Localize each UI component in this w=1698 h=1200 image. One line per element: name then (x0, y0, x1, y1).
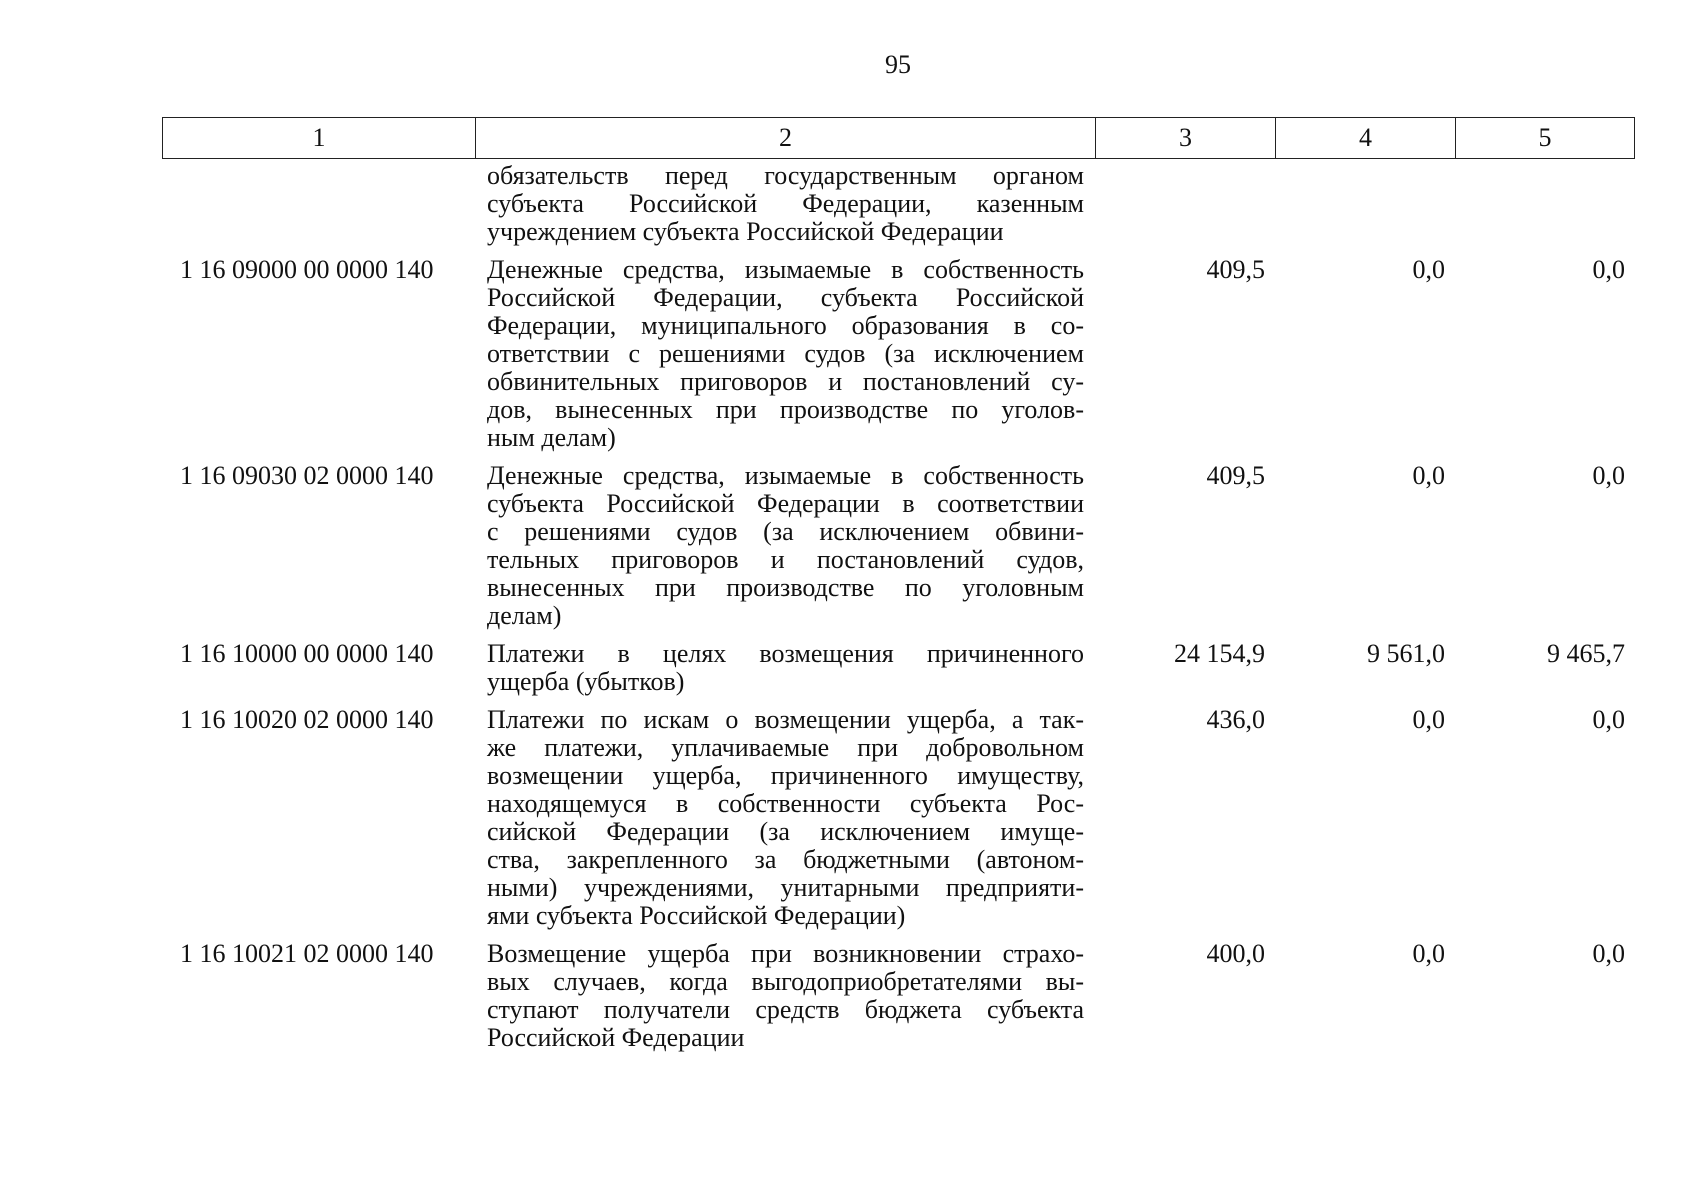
description-line: ступают получатели средств бюджета субъекта (487, 995, 1084, 1024)
row-value-col-4: 9 561,0 (1367, 639, 1445, 668)
header-col-5: 5 (1538, 123, 1552, 152)
row-value-col-3 (1095, 162, 1275, 246)
row-value-col-4 (1275, 162, 1455, 246)
row-description (475, 462, 1095, 630)
row-value-col-5 (1455, 162, 1635, 246)
table-row (162, 256, 1635, 452)
table-body (162, 162, 1635, 1052)
row-value-col-3: 409,5 (1206, 461, 1265, 490)
description-line: ями субъекта Российской Федерации) (487, 901, 906, 930)
description-line: ответствии с решениями судов (за исключением (487, 339, 1084, 368)
row-value-col-5: 9 465,7 (1547, 639, 1625, 668)
row-description (475, 640, 1095, 696)
row-code: 1 16 10000 00 0000 140 (180, 639, 434, 668)
page-number: 95 (885, 50, 911, 79)
row-code (162, 162, 475, 246)
row-value-col-3: 409,5 (1206, 255, 1265, 284)
table-row (162, 940, 1635, 1052)
description-line: с решениями судов (за исключением обвини- (487, 517, 1084, 546)
header-col-1: 1 (163, 118, 476, 158)
row-code: 1 16 10021 02 0000 140 (180, 939, 434, 968)
row-value-col-5: 0,0 (1592, 255, 1625, 284)
description-line: Платежи в целях возмещения причиненного (487, 639, 1084, 668)
description-line: тельных приговоров и постановлений судов, (487, 545, 1084, 574)
description-line: ными) учреждениями, унитарными предприяти- (487, 873, 1084, 902)
description-line: субъекта Российской Федерации, казенным (487, 189, 1084, 218)
row-description (475, 706, 1095, 930)
description-line: Платежи по искам о возмещении ущерба, а так- (487, 705, 1084, 734)
description-line: возмещении ущерба, причиненного имуществу, (487, 761, 1084, 790)
description-line: вых случаев, когда выгодоприобретателями вы- (487, 967, 1084, 996)
description-line: Денежные средства, изымаемые в собственность (487, 255, 1084, 284)
table-header (162, 117, 1635, 159)
description-line: находящемуся в собственности субъекта Рос- (487, 789, 1084, 818)
header-col-3: 3 (1096, 118, 1276, 158)
row-value-col-5: 0,0 (1592, 461, 1625, 490)
table-row (162, 640, 1635, 696)
row-description (475, 162, 1095, 246)
row-value-col-3: 24 154,9 (1174, 639, 1265, 668)
description-line: Денежные средства, изымаемые в собственность (487, 461, 1084, 490)
description-line: дов, вынесенных при производстве по уголов- (487, 395, 1084, 424)
header-col-4: 4 (1276, 118, 1456, 158)
description-line: Российской Федерации, субъекта Российской (487, 283, 1084, 312)
header-col-2: 2 (476, 118, 1096, 158)
row-value-col-4: 0,0 (1412, 461, 1445, 490)
table-row (162, 706, 1635, 930)
row-value-col-5: 0,0 (1592, 939, 1625, 968)
row-value-col-4: 0,0 (1412, 939, 1445, 968)
description-line: субъекта Российской Федерации в соответствии (487, 489, 1084, 518)
description-line: вынесенных при производстве по уголовным (487, 573, 1084, 602)
description-line: обвинительных приговоров и постановлений су- (487, 367, 1084, 396)
description-line: сийской Федерации (за исключением имуще- (487, 817, 1084, 846)
description-line: учреждением субъекта Российской Федерации (487, 217, 1004, 246)
description-line: Российской Федерации (487, 1023, 745, 1052)
row-code: 1 16 10020 02 0000 140 (180, 705, 434, 734)
row-description (475, 940, 1095, 1052)
row-code: 1 16 09000 00 0000 140 (180, 255, 434, 284)
row-code: 1 16 09030 02 0000 140 (180, 461, 434, 490)
description-line: ущерба (убытков) (487, 667, 685, 696)
description-line: же платежи, уплачиваемые при добровольном (487, 733, 1084, 762)
row-description (475, 256, 1095, 452)
description-line: ства, закрепленного за бюджетными (автоном- (487, 845, 1084, 874)
description-line: Федерации, муниципального образования в со- (487, 311, 1084, 340)
row-value-col-5: 0,0 (1592, 705, 1625, 734)
row-value-col-4: 0,0 (1412, 255, 1445, 284)
description-line: Возмещение ущерба при возникновении страхо- (487, 939, 1084, 968)
row-value-col-4: 0,0 (1412, 705, 1445, 734)
table-row (162, 462, 1635, 630)
row-value-col-3: 400,0 (1206, 939, 1265, 968)
table-row (162, 162, 1635, 246)
row-value-col-3: 436,0 (1206, 705, 1265, 734)
description-line: делам) (487, 601, 562, 630)
description-line: обязательств перед государственным органом (487, 161, 1084, 190)
description-line: ным делам) (487, 423, 616, 452)
